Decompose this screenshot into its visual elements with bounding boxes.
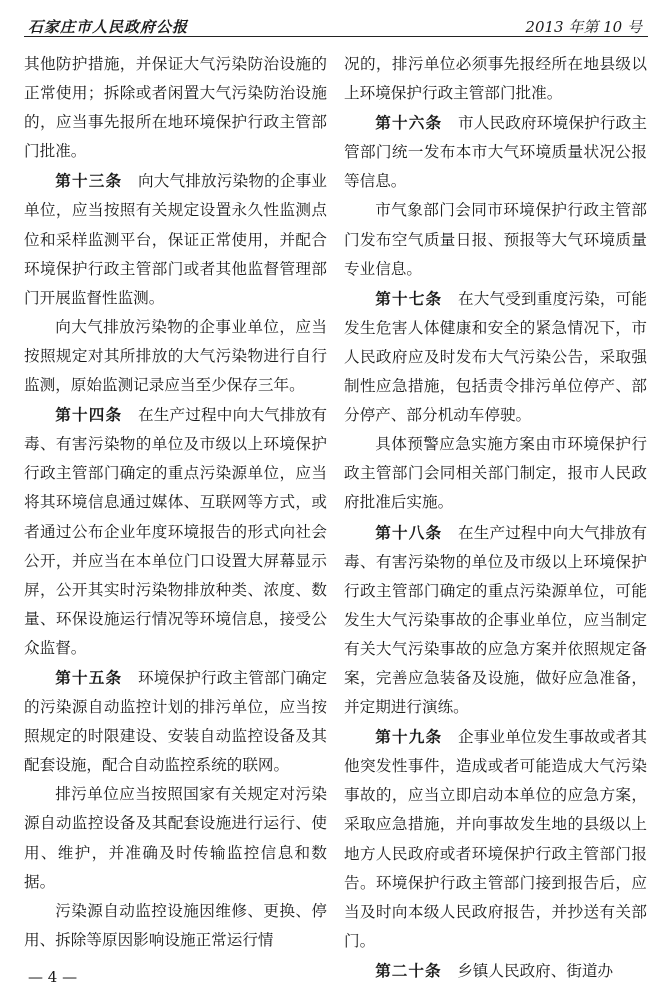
paragraph-text: 市气象部门会同市环境保护行政主管部门发布空气质量日报、预报等大气环境质量专业信息。	[344, 201, 647, 278]
paragraph	[24, 50, 327, 166]
paragraph-text: 其他防护措施，并保证大气污染防治设施的正常使用；拆除或者闲置大气污染防治设施的，应当事先报所在地环境保护行政主管部门批准。	[24, 55, 327, 161]
paragraph	[24, 780, 327, 896]
issue-number: 2013 年第 10 号	[525, 18, 642, 36]
article-heading: 第十八条	[375, 522, 443, 542]
paragraph	[344, 722, 647, 956]
journal-title: 石家庄市人民政府公报	[28, 18, 189, 36]
paragraph-text: 向大气排放污染物的企事业单位，应当按照规定对其所排放的大气污染物进行自行监测，原始监测记录应当至少保存三年。	[24, 317, 327, 395]
article-heading: 第十三条	[55, 171, 123, 191]
paragraph	[344, 108, 647, 196]
article-heading: 第十七条	[375, 288, 443, 308]
article-heading: 第十四条	[55, 405, 123, 425]
paragraph-text: 市人民政府环境保护行政主管部门统一发布本市大气环境质量状况公报等信息。	[344, 114, 647, 191]
right-column	[344, 50, 647, 986]
paragraph	[344, 284, 647, 430]
paragraph-text: 向大气排放污染物的企事业单位，应当按照有关规定设置永久性监测点位和采样监测平台，保证正常使用，并配合环境保护行政主管部门或者其他监督管理部门开展监督性监测。	[24, 172, 327, 307]
paragraph-text: 污染源自动监控设施因维修、更换、停用、拆除等原因影响设施正常运行情	[24, 901, 327, 949]
paragraph	[24, 897, 327, 955]
article-heading: 第十六条	[375, 113, 443, 133]
article-heading: 第二十条	[375, 960, 442, 980]
paragraph-text: 在生产过程中向大气排放有毒、有害污染物的单位及市级以上环境保护行政主管部门确定的重点污染源单位，应当将其环境信息通过媒体、互联网等方式，或者通过公布企业年度环境报告的形式向社会公开，并应当在本单位门口设置大屏幕显示屏，公开其实时污染物排放种类、浓度、数量、环保设施运行情况等环境信息，接受公众监督。	[24, 406, 327, 657]
page-number: — 4 —	[28, 968, 78, 986]
paragraph-text: 乡镇人民政府、街道办	[457, 961, 614, 980]
paragraph	[24, 313, 327, 400]
paragraph-text: 况的，排污单位必须事先报经所在地县级以上环境保护行政主管部门批准。	[344, 55, 647, 103]
paragraph-text: 在生产过程中向大气排放有毒、有害污染物的单位及市级以上环境保护行政主管部门确定的重点污染源单位，可能发生大气污染事故的企事业单位，应当制定有关大气污染事故的应急方案并依照规定备案，完善应急装备及设施，做好应急准备，并定期进行演练。	[344, 523, 647, 717]
paragraph-text: 排污单位应当按照国家有关规定对污染源自动监控设备及其配套设施进行运行、使用、维护，并准确及时传输监控信息和数据。	[24, 785, 327, 891]
paragraph-text: 环境保护行政主管部门确定的污染源自动监控计划的排污单位，应当按照规定的时限建设、安装自动监控设备及其配套设施，配合自动监控系统的联网。	[24, 668, 327, 775]
article-heading: 第十九条	[375, 727, 443, 747]
header-rule	[24, 36, 648, 37]
paragraph	[344, 196, 647, 283]
paragraph	[24, 400, 327, 663]
paragraph	[24, 166, 327, 312]
left-column	[24, 50, 327, 955]
paragraph	[344, 518, 647, 723]
paragraph-text: 具体预警应急实施方案由市环境保护行政主管部门会同相关部门制定，报市人民政府批准后实施。	[344, 435, 647, 512]
article-heading: 第十五条	[55, 667, 123, 687]
paragraph	[344, 50, 647, 108]
paragraph-text: 企事业单位发生事故或者其他突发性事件，造成或者可能造成大气污染事故的，应当立即启动本单位的应急方案，采取应急措施，并向事故发生地的县级以上地方人民政府或者环境保护行政主管部门报告。环境保护行政主管部门接到报告后，应当及时向本级人民政府报告，并抄送有关部门。	[344, 728, 647, 950]
paragraph-text: 在大气受到重度污染，可能发生危害人体健康和安全的紧急情况下，市人民政府应及时发布大气污染公告，采取强制性应急措施，包括责令排污单位停产、部分停产、部分机动车停驶。	[344, 289, 647, 425]
paragraph	[24, 663, 327, 780]
paragraph	[344, 956, 647, 986]
paragraph	[344, 430, 647, 517]
